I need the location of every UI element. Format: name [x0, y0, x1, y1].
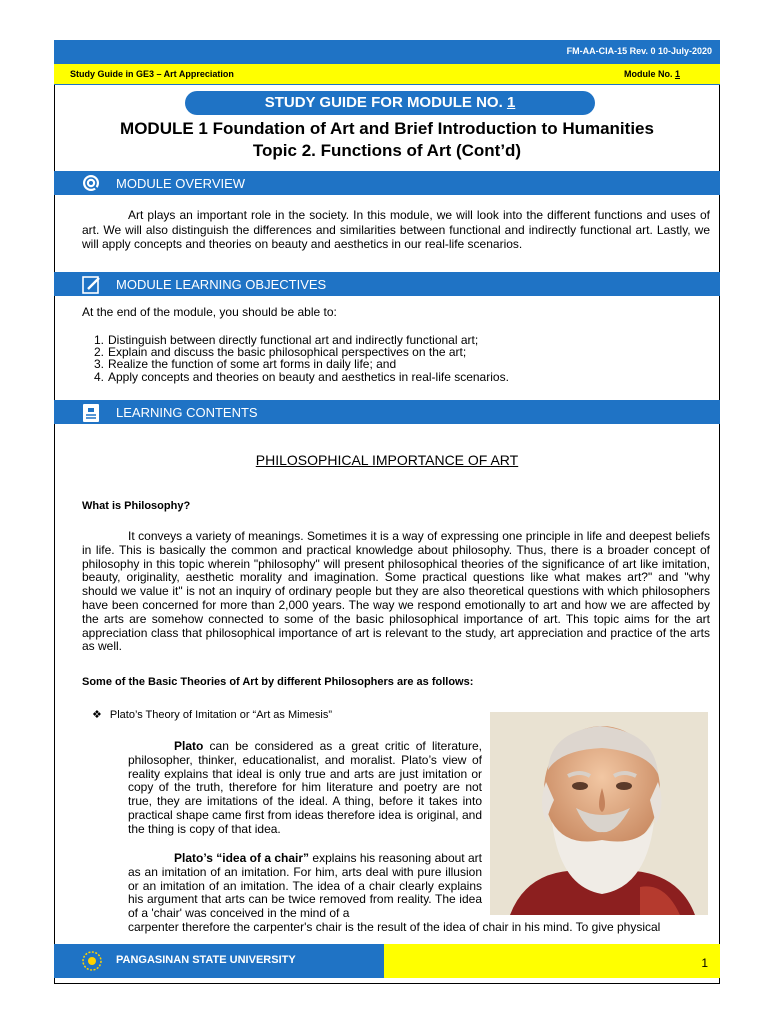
list-item: 2. Explain and discuss the basic philosophical perspectives on the art;	[93, 345, 467, 360]
list-item: 1. Distinguish between directly functional art and indirectly functional art;	[93, 333, 479, 347]
plato-paragraph	[128, 740, 482, 837]
bullet-diamond-icon: ❖	[92, 709, 102, 721]
objectives-list	[82, 334, 682, 383]
contents-heading: LEARNING CONTENTS	[116, 405, 258, 420]
study-guide-label: Study Guide in GE3 – Art Appreciation	[70, 69, 234, 79]
chair-last-line: carpenter therefore the carpenter's chair is the result of the idea of chair in his mind. To give physical	[128, 920, 661, 934]
book-icon	[82, 403, 100, 421]
objectives-intro: At the end of the module, you should be able to:	[82, 305, 337, 319]
contents-section-bar	[54, 400, 720, 424]
topic-title: Topic 2. Functions of Art (Cont’d)	[252, 141, 522, 160]
module-no-value: 1	[674, 69, 680, 79]
module-title: MODULE 1 Foundation of Art and Brief Introduction to Humanities	[120, 119, 654, 138]
section-title: PHILOSOPHICAL IMPORTANCE OF ART	[255, 452, 519, 468]
plato-name: Plato	[174, 739, 204, 753]
list-item: 4. Apply concepts and theories on beauty and aesthetics in real-life scenarios.	[93, 369, 509, 384]
theories-heading: Some of the Basic Theories of Art by different Philosophers are as follows:	[82, 676, 474, 688]
overview-section-bar	[54, 171, 720, 195]
module-number	[624, 69, 680, 79]
banner-number: 1	[506, 94, 516, 111]
plato-bullet	[92, 708, 332, 721]
overview-icon	[82, 174, 100, 192]
form-code: FM-AA-CIA-15 Rev. 0 10-July-2020	[566, 46, 712, 56]
banner-title: STUDY GUIDE FOR MODULE NO.	[264, 94, 507, 111]
objectives-heading: MODULE LEARNING OBJECTIVES	[116, 277, 327, 292]
study-guide-banner	[185, 91, 595, 115]
plato-text: can be considered as a great critic of literature, philosopher, thinker, educationalist, and moralist. Plato’s view of reality explains that ideal is only true and arts are just imitation or copy of the truth, therefore for him literature and poetry are not true, they are imitations of the ideal. A thing, before it takes into practical shape came first from ideas therefore idea is original, and the thing is copy of that idea.	[128, 739, 482, 836]
what-is-philosophy: What is Philosophy?	[82, 500, 191, 512]
pencil-icon	[82, 275, 100, 293]
overview-text: Art plays an important role in the society. In this module, we will look into the different functions and uses of art. We will also distinguish the differences and similarities between functional and indirectly functional art. Lastly, we will apply concepts and theories on beauty and aesthetics in our real-life scenarios.	[82, 208, 710, 251]
chair-heading: Plato’s “idea of a chair”	[174, 851, 310, 865]
page-number: 1	[701, 956, 708, 970]
chair-text: explains his reasoning about art as an imitation of an imitation. For him, arts deal with pure illusion or an imitation of an imitation. The idea of a chair clearly explains his argument that arts can be twice removed from reality. The idea of a 'chair' was conceived in the mind of a	[128, 851, 482, 921]
bullet-text: Plato’s Theory of Imitation or “Art as Mimesis”	[109, 709, 332, 721]
list-item: 3. Realize the function of some art forms in daily life; and	[93, 357, 397, 372]
philosophy-text: It conveys a variety of meanings. Sometimes it is a way of expressing one principle in life and deepest beliefs in life. This is basically the common and practical knowledge about philosophy. Thus, there is a broader concept of philosophy in this topic wherein "philosophy" will present philosophical theories of the significance of art like imitation, beauty, originality, aesthetic morality and imagination. Some practical questions like what makes art?" and "why should we value it" is not an inquiry of ordinary people but they are also theoretical questions with which philosophers have been concerned for more than 2,000 years. The way we respond emotionally to art and how we are affected by the arts are somehow connected to some of the basic philosophical importance of art. This topic aims for the art appreciation class that philosophical importance of art is relevant to the study, art appreciation and practice of the arts as well.	[82, 529, 710, 654]
footer-bar	[54, 944, 384, 978]
university-seal-icon	[82, 951, 102, 971]
plato-portrait	[490, 712, 708, 915]
objectives-section-bar	[54, 272, 720, 296]
overview-heading: MODULE OVERVIEW	[116, 176, 246, 191]
header-bar	[54, 40, 720, 64]
footer-page-box	[384, 944, 720, 978]
module-no-label: Module No.	[623, 69, 675, 79]
subheader-bar	[54, 64, 720, 85]
university-name: PANGASINAN STATE UNIVERSITY	[116, 954, 296, 966]
chair-paragraph	[128, 852, 482, 921]
